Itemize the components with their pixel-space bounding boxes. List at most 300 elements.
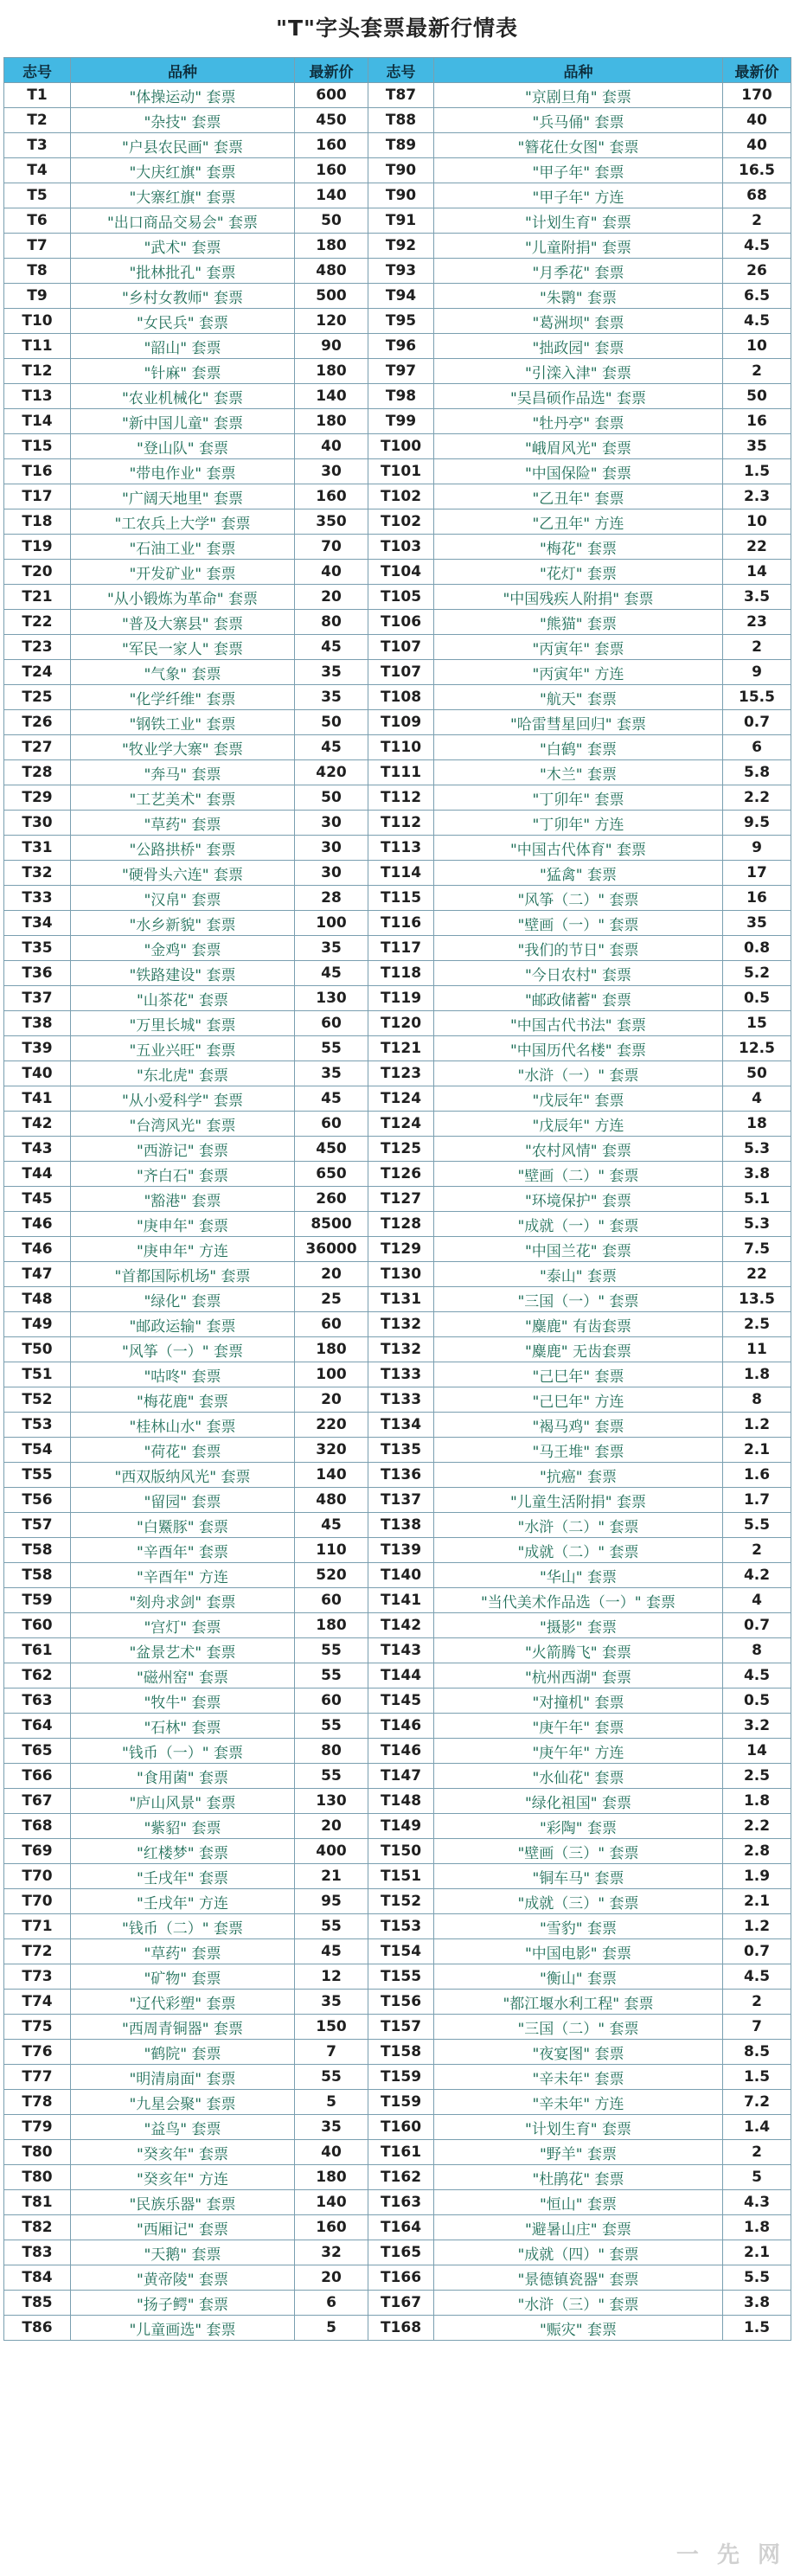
stamp-price: 95 (295, 1889, 368, 1914)
stamp-price: 180 (295, 359, 368, 384)
stamp-price: 13.5 (723, 1287, 791, 1312)
stamp-price: 6.5 (723, 284, 791, 309)
table-row (4, 1387, 791, 1413)
header-name-left: 品种 (71, 58, 295, 83)
stamp-price: 3.8 (723, 2291, 791, 2316)
stamp-code: T12 (4, 359, 71, 384)
stamp-name: "风筝（二）" 套票 (434, 886, 723, 911)
stamp-name: "益鸟" 套票 (71, 2115, 295, 2140)
stamp-name: "豁港" 套票 (71, 1187, 295, 1212)
table-row (4, 1438, 791, 1463)
table-row (4, 1839, 791, 1864)
stamp-name: "咕咚" 套票 (71, 1362, 295, 1387)
stamp-name: "盆景艺术" 套票 (71, 1638, 295, 1663)
stamp-code: T147 (368, 1764, 434, 1789)
stamp-name: "绿化祖国" 套票 (434, 1789, 723, 1814)
stamp-price: 36000 (295, 1237, 368, 1262)
table-row (4, 83, 791, 108)
stamp-name: "三国（二）" 套票 (434, 2015, 723, 2040)
stamp-code: T95 (368, 309, 434, 334)
stamp-price: 160 (295, 133, 368, 158)
table-row (4, 886, 791, 911)
stamp-price: 35 (295, 1990, 368, 2015)
table-row (4, 1011, 791, 1036)
stamp-price: 600 (295, 83, 368, 108)
stamp-name: "金鸡" 套票 (71, 936, 295, 961)
stamp-price: 180 (295, 2165, 368, 2190)
stamp-code: T38 (4, 1011, 71, 1036)
stamp-code: T1 (4, 83, 71, 108)
stamp-code: T126 (368, 1162, 434, 1187)
stamp-price: 3.2 (723, 1714, 791, 1739)
stamp-name: "峨眉风光" 套票 (434, 434, 723, 459)
stamp-name: "衡山" 套票 (434, 1964, 723, 1990)
stamp-name: "铁路建设" 套票 (71, 961, 295, 986)
stamp-name: "牡丹亭" 套票 (434, 409, 723, 434)
stamp-price: 15.5 (723, 685, 791, 710)
stamp-price: 1.5 (723, 2065, 791, 2090)
stamp-code: T93 (368, 259, 434, 284)
stamp-price: 100 (295, 911, 368, 936)
table-row (4, 1262, 791, 1287)
stamp-name: "五业兴旺" 套票 (71, 1036, 295, 1061)
stamp-price: 16.5 (723, 158, 791, 183)
stamp-name: "丙寅年" 套票 (434, 635, 723, 660)
table-row (4, 1287, 791, 1312)
stamp-code: T46 (4, 1212, 71, 1237)
stamp-price: 0.5 (723, 1688, 791, 1714)
stamp-price: 60 (295, 1588, 368, 1613)
stamp-name: "草药" 套票 (71, 811, 295, 836)
stamp-code: T120 (368, 1011, 434, 1036)
table-row (4, 785, 791, 811)
stamp-code: T69 (4, 1839, 71, 1864)
stamp-price: 1.7 (723, 1488, 791, 1513)
stamp-price: 21 (295, 1864, 368, 1889)
stamp-name: "钢铁工业" 套票 (71, 710, 295, 735)
stamp-price: 4 (723, 1588, 791, 1613)
stamp-price: 170 (723, 83, 791, 108)
stamp-name: "成就（三）" 套票 (434, 1889, 723, 1914)
stamp-name: "环境保护" 套票 (434, 1187, 723, 1212)
stamp-price: 8 (723, 1387, 791, 1413)
stamp-code: T6 (4, 208, 71, 234)
stamp-code: T47 (4, 1262, 71, 1287)
stamp-code: T158 (368, 2040, 434, 2065)
table-row (4, 1990, 791, 2015)
header-price-left: 最新价 (295, 58, 368, 83)
stamp-name: "计划生育" 套票 (434, 2115, 723, 2140)
stamp-price: 2.2 (723, 785, 791, 811)
stamp-name: "戊辰年" 方连 (434, 1112, 723, 1137)
stamp-price: 60 (295, 1112, 368, 1137)
stamp-name: "黄帝陵" 套票 (71, 2265, 295, 2291)
stamp-code: T59 (4, 1588, 71, 1613)
stamp-price: 80 (295, 1739, 368, 1764)
stamp-name: "辛酉年" 套票 (71, 1538, 295, 1563)
stamp-name: "辛未年" 方连 (434, 2090, 723, 2115)
stamp-price: 5.5 (723, 2265, 791, 2291)
stamp-price: 2 (723, 635, 791, 660)
stamp-code: T128 (368, 1212, 434, 1237)
stamp-price: 45 (295, 1939, 368, 1964)
table-row (4, 2291, 791, 2316)
stamp-name: "出口商品交易会" 套票 (71, 208, 295, 234)
table-row (4, 911, 791, 936)
stamp-code: T36 (4, 961, 71, 986)
stamp-code: T159 (368, 2065, 434, 2090)
stamp-code: T71 (4, 1914, 71, 1939)
stamp-name: "成就（二）" 套票 (434, 1538, 723, 1563)
stamp-code: T152 (368, 1889, 434, 1914)
stamp-price: 20 (295, 1387, 368, 1413)
table-row (4, 359, 791, 384)
stamp-code: T8 (4, 259, 71, 284)
stamp-price: 28 (295, 886, 368, 911)
stamp-name: "石林" 套票 (71, 1714, 295, 1739)
stamp-name: "乙丑年" 套票 (434, 484, 723, 509)
stamp-code: T144 (368, 1663, 434, 1688)
stamp-name: "成就（一）" 套票 (434, 1212, 723, 1237)
stamp-code: T81 (4, 2190, 71, 2215)
stamp-price: 60 (295, 1688, 368, 1714)
stamp-name: "水浒（一）" 套票 (434, 1061, 723, 1086)
stamp-code: T56 (4, 1488, 71, 1513)
table-row (4, 1112, 791, 1137)
stamp-price: 7 (295, 2040, 368, 2065)
stamp-price: 7.2 (723, 2090, 791, 2115)
stamp-name: "花灯" 套票 (434, 560, 723, 585)
stamp-name: "庚申年" 套票 (71, 1212, 295, 1237)
stamp-price: 80 (295, 610, 368, 635)
stamp-price: 2 (723, 1990, 791, 2015)
stamp-price: 68 (723, 183, 791, 208)
stamp-code: T74 (4, 1990, 71, 2015)
stamp-code: T133 (368, 1362, 434, 1387)
stamp-name: "癸亥年" 方连 (71, 2165, 295, 2190)
table-row (4, 1538, 791, 1563)
stamp-price: 2.2 (723, 1814, 791, 1839)
stamp-code: T79 (4, 2115, 71, 2140)
header-price-right: 最新价 (723, 58, 791, 83)
stamp-code: T103 (368, 535, 434, 560)
stamp-price: 60 (295, 1011, 368, 1036)
stamp-name: "鹤院" 套票 (71, 2040, 295, 2065)
stamp-code: T90 (368, 183, 434, 208)
stamp-name: "带电作业" 套票 (71, 459, 295, 484)
stamp-name: "新中国儿童" 套票 (71, 409, 295, 434)
stamp-price: 14 (723, 1739, 791, 1764)
stamp-name: "庚申年" 方连 (71, 1237, 295, 1262)
stamp-name: "绿化" 套票 (71, 1287, 295, 1312)
stamp-code: T5 (4, 183, 71, 208)
stamp-price: 2.5 (723, 1764, 791, 1789)
stamp-name: "计划生育" 套票 (434, 208, 723, 234)
stamp-price: 5.3 (723, 1137, 791, 1162)
stamp-name: "武术" 套票 (71, 234, 295, 259)
stamp-price: 1.5 (723, 459, 791, 484)
stamp-code: T15 (4, 434, 71, 459)
stamp-name: "儿童附捐" 套票 (434, 234, 723, 259)
stamp-code: T10 (4, 309, 71, 334)
stamp-name: "哈雷彗星回归" 套票 (434, 710, 723, 735)
table-row (4, 685, 791, 710)
stamp-price: 400 (295, 1839, 368, 1864)
stamp-code: T44 (4, 1162, 71, 1187)
stamp-price: 16 (723, 886, 791, 911)
stamp-code: T168 (368, 2316, 434, 2341)
stamp-code: T130 (368, 1262, 434, 1287)
stamp-price: 40 (723, 133, 791, 158)
stamp-code: T146 (368, 1714, 434, 1739)
table-row (4, 2190, 791, 2215)
stamp-price: 0.7 (723, 1613, 791, 1638)
stamp-name: "梅花" 套票 (434, 535, 723, 560)
stamp-price: 8500 (295, 1212, 368, 1237)
stamp-name: "雪豹" 套票 (434, 1914, 723, 1939)
table-row (4, 1212, 791, 1237)
stamp-price: 2 (723, 1538, 791, 1563)
stamp-name: "普及大寨县" 套票 (71, 610, 295, 635)
stamp-price: 7.5 (723, 1237, 791, 1262)
stamp-code: T62 (4, 1663, 71, 1688)
stamp-price: 320 (295, 1438, 368, 1463)
stamp-code: T109 (368, 710, 434, 735)
table-row (4, 1563, 791, 1588)
stamp-name: "壬戌年" 方连 (71, 1889, 295, 1914)
stamp-name: "甲子年" 套票 (434, 158, 723, 183)
stamp-price: 0.8 (723, 936, 791, 961)
stamp-price: 2 (723, 208, 791, 234)
stamp-price: 12.5 (723, 1036, 791, 1061)
stamp-name: "中国残疾人附捐" 套票 (434, 585, 723, 610)
stamp-price: 0.5 (723, 986, 791, 1011)
stamp-name: "宫灯" 套票 (71, 1613, 295, 1638)
stamp-code: T17 (4, 484, 71, 509)
stamp-price: 480 (295, 259, 368, 284)
stamp-name: "中国兰花" 套票 (434, 1237, 723, 1262)
table-row (4, 1162, 791, 1187)
table-row (4, 434, 791, 459)
stamp-price: 35 (295, 936, 368, 961)
stamp-name: "壁画（二）" 套票 (434, 1162, 723, 1187)
stamp-code: T145 (368, 1688, 434, 1714)
stamp-code: T63 (4, 1688, 71, 1714)
stamp-price: 20 (295, 1814, 368, 1839)
table-row (4, 1413, 791, 1438)
table-row (4, 2215, 791, 2240)
stamp-code: T68 (4, 1814, 71, 1839)
stamp-name: "水乡新貌" 套票 (71, 911, 295, 936)
table-row (4, 2040, 791, 2065)
stamp-name: "农村风情" 套票 (434, 1137, 723, 1162)
stamp-code: T165 (368, 2240, 434, 2265)
stamp-price: 2.1 (723, 1889, 791, 1914)
stamp-price: 55 (295, 1036, 368, 1061)
stamp-name: "从小锻炼为革命" 套票 (71, 585, 295, 610)
stamp-price: 50 (723, 384, 791, 409)
stamp-price: 4.5 (723, 1663, 791, 1688)
stamp-code: T110 (368, 735, 434, 760)
stamp-name: "大庆红旗" 套票 (71, 158, 295, 183)
stamp-name: "今日农村" 套票 (434, 961, 723, 986)
table-row (4, 509, 791, 535)
table-row (4, 1137, 791, 1162)
stamp-name: "汉帛" 套票 (71, 886, 295, 911)
stamp-code: T114 (368, 861, 434, 886)
stamp-price: 40 (723, 108, 791, 133)
stamp-name: "三国（一）" 套票 (434, 1287, 723, 1312)
stamp-price: 55 (295, 1663, 368, 1688)
stamp-code: T132 (368, 1312, 434, 1337)
table-row (4, 334, 791, 359)
stamp-price: 90 (295, 334, 368, 359)
stamp-name: "景德镇瓷器" 套票 (434, 2265, 723, 2291)
stamp-price: 40 (295, 560, 368, 585)
stamp-code: T45 (4, 1187, 71, 1212)
table-row (4, 986, 791, 1011)
stamp-name: "月季花" 套票 (434, 259, 723, 284)
stamp-name: "乙丑年" 方连 (434, 509, 723, 535)
stamp-name: "木兰" 套票 (434, 760, 723, 785)
stamp-name: "水浒（三）" 套票 (434, 2291, 723, 2316)
stamp-price: 140 (295, 384, 368, 409)
stamp-code: T54 (4, 1438, 71, 1463)
stamp-code: T13 (4, 384, 71, 409)
stamp-code: T57 (4, 1513, 71, 1538)
stamp-name: "猛禽" 套票 (434, 861, 723, 886)
table-row (4, 1036, 791, 1061)
stamp-code: T70 (4, 1864, 71, 1889)
table-row (4, 1061, 791, 1086)
table-row (4, 1764, 791, 1789)
stamp-name: "奔马" 套票 (71, 760, 295, 785)
stamp-name: "万里长城" 套票 (71, 1011, 295, 1036)
stamp-code: T101 (368, 459, 434, 484)
stamp-code: T119 (368, 986, 434, 1011)
stamp-name: "气象" 套票 (71, 660, 295, 685)
stamp-name: "华山" 套票 (434, 1563, 723, 1588)
stamp-price: 35 (295, 1061, 368, 1086)
stamp-code: T124 (368, 1086, 434, 1112)
stamp-price: 40 (295, 434, 368, 459)
stamp-code: T2 (4, 108, 71, 133)
stamp-code: T11 (4, 334, 71, 359)
watermark: 一 先 网 (676, 2542, 785, 2568)
stamp-name: "大寨红旗" 套票 (71, 183, 295, 208)
stamp-name: "邮政运输" 套票 (71, 1312, 295, 1337)
stamp-code: T135 (368, 1438, 434, 1463)
price-table (3, 57, 791, 2341)
stamp-name: "麋鹿" 有齿套票 (434, 1312, 723, 1337)
stamp-code: T117 (368, 936, 434, 961)
stamp-code: T30 (4, 811, 71, 836)
table-row (4, 284, 791, 309)
stamp-code: T163 (368, 2190, 434, 2215)
stamp-price: 5.8 (723, 760, 791, 785)
stamp-name: "壬戌年" 套票 (71, 1864, 295, 1889)
stamp-code: T23 (4, 635, 71, 660)
stamp-name: "体操运动" 套票 (71, 83, 295, 108)
stamp-name: "都江堰水利工程" 套票 (434, 1990, 723, 2015)
stamp-code: T121 (368, 1036, 434, 1061)
stamp-code: T160 (368, 2115, 434, 2140)
stamp-price: 110 (295, 1538, 368, 1563)
stamp-price: 55 (295, 2065, 368, 2090)
stamp-price: 100 (295, 1362, 368, 1387)
stamp-price: 35 (295, 2115, 368, 2140)
table-row (4, 710, 791, 735)
stamp-price: 130 (295, 1789, 368, 1814)
stamp-code: T118 (368, 961, 434, 986)
stamp-name: "我们的节日" 套票 (434, 936, 723, 961)
stamp-code: T159 (368, 2090, 434, 2115)
stamp-name: "庚午年" 方连 (434, 1739, 723, 1764)
stamp-code: T18 (4, 509, 71, 535)
stamp-name: "簪花仕女图" 套票 (434, 133, 723, 158)
stamp-name: "己巳年" 套票 (434, 1362, 723, 1387)
stamp-price: 180 (295, 1613, 368, 1638)
table-row (4, 1337, 791, 1362)
stamp-name: "葛洲坝" 套票 (434, 309, 723, 334)
stamp-price: 220 (295, 1413, 368, 1438)
stamp-price: 130 (295, 986, 368, 1011)
stamp-price: 16 (723, 409, 791, 434)
stamp-code: T140 (368, 1563, 434, 1588)
stamp-name: "中国历代名楼" 套票 (434, 1036, 723, 1061)
table-row (4, 760, 791, 785)
stamp-code: T66 (4, 1764, 71, 1789)
stamp-name: "女民兵" 套票 (71, 309, 295, 334)
stamp-price: 1.8 (723, 1362, 791, 1387)
stamp-name: "泰山" 套票 (434, 1262, 723, 1287)
table-row (4, 1889, 791, 1914)
stamp-code: T29 (4, 785, 71, 811)
stamp-name: "开发矿业" 套票 (71, 560, 295, 585)
stamp-name: "吴昌硕作品选" 套票 (434, 384, 723, 409)
table-row (4, 1864, 791, 1889)
stamp-price: 1.9 (723, 1864, 791, 1889)
stamp-price: 180 (295, 234, 368, 259)
stamp-code: T111 (368, 760, 434, 785)
stamp-code: T132 (368, 1337, 434, 1362)
stamp-price: 32 (295, 2240, 368, 2265)
stamp-price: 2.1 (723, 1438, 791, 1463)
stamp-price: 70 (295, 535, 368, 560)
table-row (4, 961, 791, 986)
stamp-name: "西厢记" 套票 (71, 2215, 295, 2240)
stamp-code: T24 (4, 660, 71, 685)
stamp-code: T94 (368, 284, 434, 309)
stamp-code: T102 (368, 509, 434, 535)
stamp-name: "首都国际机场" 套票 (71, 1262, 295, 1287)
stamp-name: "矿物" 套票 (71, 1964, 295, 1990)
stamp-code: T76 (4, 2040, 71, 2065)
stamp-code: T113 (368, 836, 434, 861)
stamp-code: T22 (4, 610, 71, 635)
stamp-name: "梅花鹿" 套票 (71, 1387, 295, 1413)
table-row (4, 1187, 791, 1212)
stamp-code: T148 (368, 1789, 434, 1814)
stamp-code: T123 (368, 1061, 434, 1086)
stamp-code: T112 (368, 785, 434, 811)
stamp-name: "中国古代书法" 套票 (434, 1011, 723, 1036)
stamp-code: T115 (368, 886, 434, 911)
stamp-code: T134 (368, 1413, 434, 1438)
stamp-name: "石油工业" 套票 (71, 535, 295, 560)
stamp-name: "中国保险" 套票 (434, 459, 723, 484)
stamp-name: "朱鹮" 套票 (434, 284, 723, 309)
